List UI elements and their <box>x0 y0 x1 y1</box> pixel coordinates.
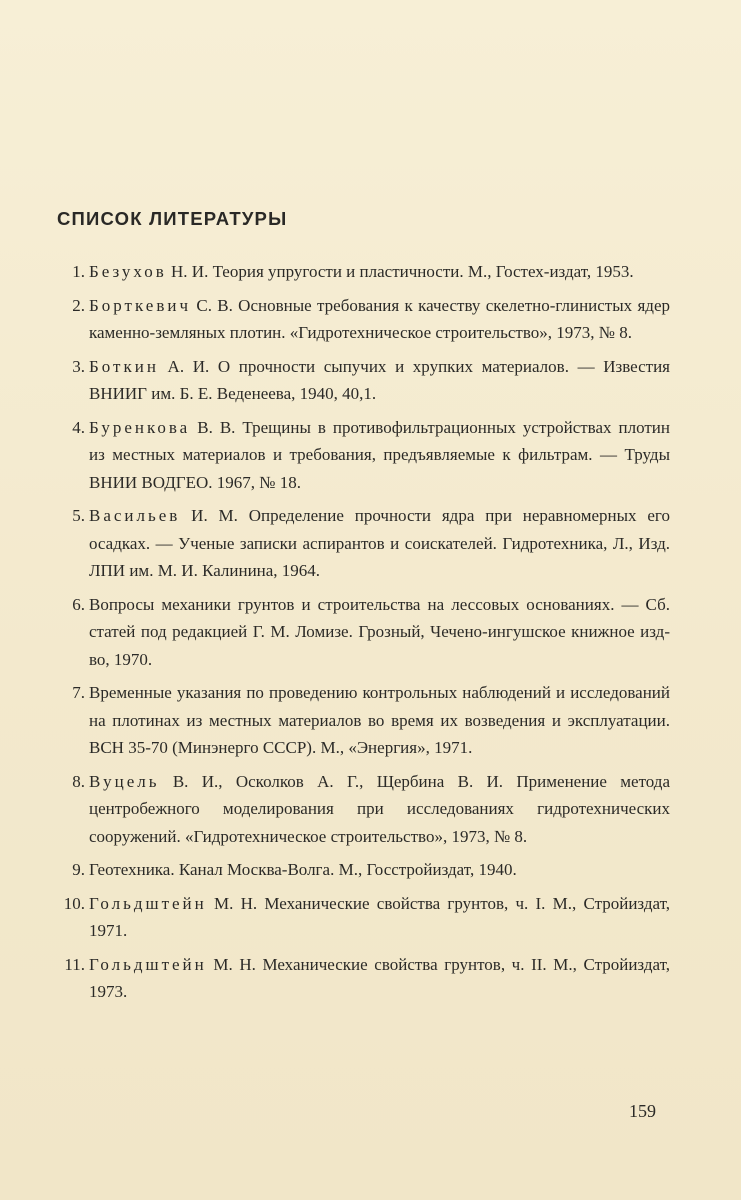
reference-number: 7. <box>72 683 85 702</box>
reference-item <box>58 679 670 762</box>
reference-list <box>58 258 670 1012</box>
reference-author: Боткин <box>89 356 159 376</box>
reference-number: 4. <box>72 417 85 437</box>
reference-number: 10. <box>63 893 85 913</box>
reference-item <box>58 890 670 945</box>
reference-item <box>58 591 670 674</box>
reference-item <box>58 951 670 1006</box>
reference-number: 5. <box>72 506 85 525</box>
reference-number: 6. <box>72 594 85 614</box>
reference-number: 9. <box>72 860 85 879</box>
reference-text: Временные указания по проведению контрольных наблюдений и исследований на плотинах из местных материалов во время их возведения и эксплуатации. ВСН 35-70 (Минэнерго СССР). М., «Энергия», 1971. <box>89 683 670 757</box>
reference-item <box>58 768 670 851</box>
reference-text: В. В. Трещины в противофильтрационных устройствах плотин из местных материалов и требования, предъявляемые к фильтрам. — Труды ВНИИ ВОДГЕО. 1967, № 18. <box>89 417 670 492</box>
reference-author: Борткевич <box>89 295 192 315</box>
reference-number: 3. <box>72 356 85 376</box>
reference-author: Буренкова <box>89 417 191 437</box>
reference-text: А. И. О прочности сыпучих и хрупких материалов. — Известия ВНИИГ им. Б. Е. Веденеева, 1940, 40,1. <box>89 356 670 403</box>
reference-author: Вуцель <box>89 771 160 791</box>
reference-item <box>58 856 670 884</box>
reference-number: 8. <box>72 771 85 791</box>
reference-text: М. Н. Механические свойства грунтов, ч. I. М., Стройиздат, 1971. <box>89 893 670 940</box>
reference-text: Вопросы механики грунтов и строительства на лессовых основаниях. — Сб. статей под редакцией Г. М. Ломизе. Грозный, Чечено-ингушское книжное изд-во, 1970. <box>89 594 670 669</box>
reference-text: С. В. Основные требования к качеству скелетно-глинистых ядер каменно-земляных плотин. «Гидротехническое строительство», 1973, № 8. <box>89 295 670 342</box>
reference-number: 1. <box>72 262 85 281</box>
reference-text: Геотехника. Канал Москва-Волга. М., Госстройиздат, 1940. <box>89 860 517 879</box>
reference-item <box>58 414 670 497</box>
reference-text: Н. И. Теория упругости и пластичности. М., Гостех-издат, 1953. <box>166 262 634 281</box>
reference-author: Гольдштейн <box>89 893 207 913</box>
reference-text: М. Н. Механические свойства грунтов, ч. II. М., Стройиздат, 1973. <box>89 954 670 1001</box>
reference-author: Гольдштейн <box>89 954 207 974</box>
reference-author: Безухов <box>89 262 167 281</box>
reference-number: 2. <box>72 295 85 315</box>
reference-text: В. И., Осколков А. Г., Щербина В. И. Применение метода центробежного моделирования при исследованиях гидротехнических сооружений. «Гидротехническое строительство», 1973, № 8. <box>89 771 670 846</box>
reference-number: 11. <box>64 954 85 974</box>
reference-item <box>58 502 670 585</box>
section-heading: СПИСОК ЛИТЕРАТУРЫ <box>57 208 288 229</box>
reference-item <box>58 258 670 286</box>
reference-item <box>58 353 670 408</box>
page-number: 159 <box>629 1101 656 1121</box>
reference-text: И. М. Определение прочности ядра при неравномерных его осадках. — Ученые записки аспирантов и соискателей. Гидротехника, Л., Изд. ЛПИ им. М. И. Калинина, 1964. <box>89 506 670 580</box>
reference-author: Васильев <box>89 506 181 525</box>
reference-item <box>58 292 670 347</box>
